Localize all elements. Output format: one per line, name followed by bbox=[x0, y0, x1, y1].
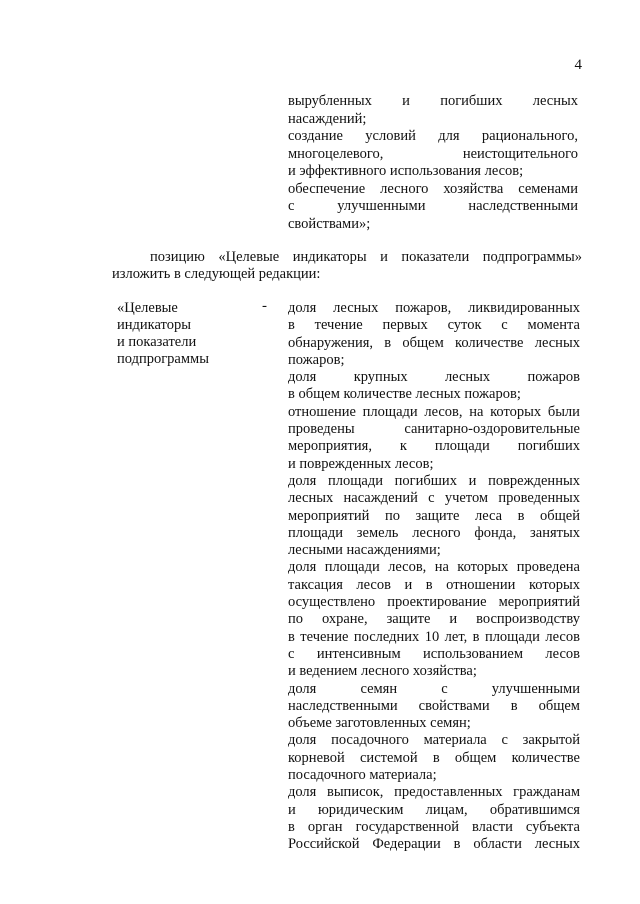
word: занятых bbox=[530, 524, 580, 541]
word: наследственными bbox=[468, 198, 578, 214]
text-line bbox=[288, 438, 580, 455]
word: субъекта bbox=[525, 818, 580, 835]
word: в bbox=[288, 317, 295, 334]
word: выписок, bbox=[326, 784, 384, 801]
word: улучшенными bbox=[337, 198, 426, 214]
word: в bbox=[425, 576, 433, 593]
word: и bbox=[404, 576, 413, 593]
word: в bbox=[510, 697, 518, 714]
word: лесного bbox=[412, 524, 461, 541]
word: были bbox=[547, 403, 580, 420]
word: и bbox=[468, 472, 477, 489]
text-line bbox=[288, 369, 580, 386]
word: пожаров, bbox=[395, 300, 452, 316]
word: насаждений bbox=[343, 490, 418, 507]
word: лесов bbox=[545, 645, 580, 662]
word: корневой bbox=[288, 749, 345, 766]
text-line: свойствами»; bbox=[288, 215, 371, 232]
word: проведены bbox=[288, 421, 355, 438]
word: лицам, bbox=[425, 801, 468, 818]
word: предоставленных bbox=[394, 784, 503, 801]
word: посадочного bbox=[331, 732, 409, 749]
word: которых bbox=[490, 403, 542, 420]
text-line bbox=[288, 335, 580, 352]
text-line bbox=[288, 629, 580, 646]
word: в bbox=[288, 818, 295, 835]
word: в bbox=[472, 628, 480, 645]
word: первых bbox=[382, 317, 428, 334]
text-line: посадочного материала; bbox=[288, 767, 437, 784]
word: подпрограммы» bbox=[482, 249, 582, 265]
text-line bbox=[288, 146, 578, 164]
word: с bbox=[441, 680, 448, 697]
text-line bbox=[288, 819, 580, 836]
word: и bbox=[402, 93, 410, 109]
word: доля bbox=[288, 732, 317, 749]
text-line bbox=[288, 559, 580, 576]
word: площади bbox=[328, 472, 383, 489]
word: улучшенными bbox=[491, 680, 580, 697]
word: в bbox=[453, 836, 461, 853]
word: отношении bbox=[446, 576, 516, 593]
word: материала bbox=[423, 732, 487, 749]
word: семян bbox=[360, 680, 398, 697]
word: лесов, bbox=[388, 559, 427, 576]
text-line bbox=[288, 750, 580, 767]
text-line bbox=[288, 611, 580, 628]
word: Федерации bbox=[372, 836, 441, 853]
word: последних bbox=[353, 628, 420, 645]
word: суток bbox=[447, 317, 482, 334]
word: рационального, bbox=[481, 128, 578, 144]
word: доля bbox=[288, 559, 317, 576]
word: защите bbox=[415, 507, 460, 524]
word: вырубленных bbox=[288, 93, 372, 109]
word: течение bbox=[300, 628, 349, 645]
word: лесов bbox=[545, 628, 580, 645]
word: земель bbox=[356, 524, 399, 541]
word: проведена bbox=[516, 559, 580, 576]
word: и bbox=[449, 611, 458, 628]
word: погибших bbox=[440, 93, 503, 109]
word: индикаторы bbox=[292, 249, 367, 265]
word: лесов bbox=[356, 576, 391, 593]
word: наследственными bbox=[288, 697, 398, 714]
word: с bbox=[428, 490, 435, 507]
label-line: подпрограммы bbox=[117, 351, 209, 367]
word: защите bbox=[386, 611, 431, 628]
word: мероприятия, bbox=[288, 438, 372, 455]
text-line: изложить в следующей редакции: bbox=[112, 266, 321, 282]
word: лесных bbox=[288, 490, 334, 507]
text-line bbox=[288, 490, 580, 507]
word: проектирование bbox=[387, 594, 487, 611]
word: учетом bbox=[444, 490, 489, 507]
word: лесных bbox=[534, 836, 580, 853]
word: с bbox=[501, 317, 508, 334]
label-line: «Целевые bbox=[117, 300, 178, 316]
word: доля bbox=[288, 784, 317, 801]
word: отношение bbox=[288, 403, 356, 420]
word: лесных bbox=[333, 300, 379, 316]
word: площади bbox=[362, 403, 418, 420]
word: лет, bbox=[444, 628, 468, 645]
word: условий bbox=[365, 128, 416, 144]
word: таксация bbox=[288, 576, 343, 593]
indicators-label-column bbox=[117, 300, 247, 368]
text-line bbox=[288, 198, 578, 216]
word: 10 bbox=[424, 628, 440, 645]
word: Российской bbox=[288, 836, 360, 853]
top-text-block bbox=[288, 93, 578, 233]
word: неистощительного bbox=[462, 145, 578, 162]
word: лесов, bbox=[424, 403, 463, 420]
word: государственной bbox=[355, 818, 459, 835]
word: доля bbox=[288, 680, 317, 697]
word: к bbox=[399, 438, 407, 455]
word: закрытой bbox=[522, 732, 580, 749]
text-line: и поврежденных лесов; bbox=[288, 455, 434, 472]
word: юридическим bbox=[317, 801, 404, 818]
text-line: лесными насаждениями; bbox=[288, 542, 441, 559]
word: в bbox=[432, 749, 440, 766]
word: фонда, bbox=[474, 524, 517, 541]
indicators-list bbox=[288, 300, 580, 854]
text-line bbox=[288, 577, 580, 594]
text-line: в общем количестве лесных пожаров; bbox=[288, 386, 521, 403]
word: площади bbox=[484, 628, 540, 645]
word: многоцелевого, bbox=[288, 145, 384, 162]
text-line bbox=[288, 300, 580, 317]
word: лесных bbox=[534, 334, 580, 351]
word: и bbox=[288, 801, 296, 818]
word: площади bbox=[324, 559, 380, 576]
word: общем bbox=[402, 334, 444, 351]
word: «Целевые bbox=[218, 249, 280, 265]
intro-paragraph bbox=[112, 249, 582, 283]
word: доля bbox=[288, 472, 317, 489]
text-line bbox=[288, 181, 578, 199]
word: лесных bbox=[532, 93, 578, 109]
text-line bbox=[288, 508, 580, 525]
word: которых bbox=[528, 576, 580, 593]
text-line bbox=[288, 698, 580, 715]
text-line: объеме заготовленных семян; bbox=[288, 715, 471, 732]
word: лесного bbox=[380, 180, 429, 197]
word: по bbox=[384, 507, 400, 524]
word: погибших bbox=[517, 438, 580, 455]
word: доля bbox=[288, 300, 317, 316]
word: ликвидированных bbox=[468, 300, 580, 316]
word: интенсивным bbox=[316, 645, 401, 662]
word: осуществлено bbox=[288, 594, 376, 611]
text-line bbox=[288, 128, 578, 146]
word: на bbox=[469, 403, 484, 420]
word: общем bbox=[538, 697, 580, 714]
text-line bbox=[288, 646, 580, 663]
word: охране, bbox=[321, 611, 368, 628]
word: общей bbox=[540, 507, 580, 524]
text-line: и эффективного использования лесов; bbox=[288, 163, 524, 179]
word: орган bbox=[307, 818, 343, 835]
text-line bbox=[112, 249, 582, 266]
word: мероприятий bbox=[288, 507, 370, 524]
word: семенами bbox=[518, 180, 578, 197]
word: для bbox=[438, 128, 460, 144]
text-line bbox=[288, 784, 580, 801]
text-line bbox=[288, 421, 580, 438]
word: площади bbox=[434, 438, 490, 455]
text-line bbox=[288, 802, 580, 819]
word: области bbox=[473, 836, 522, 853]
word: обратившимся bbox=[489, 801, 580, 818]
text-line: насаждений; bbox=[288, 110, 367, 127]
word: обнаружения, bbox=[288, 334, 374, 351]
word: и bbox=[380, 249, 388, 265]
word: хозяйства bbox=[443, 180, 504, 197]
word: системой bbox=[360, 749, 418, 766]
text-line bbox=[288, 404, 580, 421]
word: момента bbox=[527, 317, 580, 334]
text-line bbox=[288, 317, 580, 334]
word: проведенных bbox=[498, 490, 580, 507]
text-line bbox=[288, 594, 580, 611]
word: использованием bbox=[423, 645, 524, 662]
word: с bbox=[288, 645, 295, 662]
page-number: 4 bbox=[574, 57, 582, 73]
text-line bbox=[288, 93, 578, 111]
text-line bbox=[288, 681, 580, 698]
text-line bbox=[288, 732, 580, 749]
word: с bbox=[288, 198, 295, 214]
word: количестве bbox=[511, 749, 580, 766]
word: воспроизводству bbox=[476, 611, 580, 628]
word: леса bbox=[474, 507, 503, 524]
word: поврежденных bbox=[488, 472, 580, 489]
word: течение bbox=[314, 317, 363, 334]
word: площади bbox=[288, 524, 343, 541]
word: по bbox=[288, 611, 304, 628]
label-line: индикаторы bbox=[117, 317, 191, 333]
word: в bbox=[288, 628, 295, 645]
word: в bbox=[517, 507, 525, 524]
text-line bbox=[288, 836, 580, 853]
word: свойствами bbox=[418, 697, 490, 714]
word: позицию bbox=[150, 249, 205, 265]
word: на bbox=[434, 559, 449, 576]
text-line: и ведением лесного хозяйства; bbox=[288, 663, 477, 680]
word: показатели bbox=[401, 249, 470, 265]
column-separator-dash: - bbox=[262, 298, 267, 314]
word: создание bbox=[288, 128, 343, 144]
text-line bbox=[288, 525, 580, 542]
word: санитарно-оздоровительные bbox=[404, 421, 580, 438]
word: доля bbox=[288, 369, 317, 386]
text-line bbox=[288, 473, 580, 490]
label-line: и показатели bbox=[117, 334, 197, 350]
word: с bbox=[501, 732, 508, 749]
word: общем bbox=[454, 749, 497, 766]
text-line: пожаров; bbox=[288, 351, 345, 368]
word: которых bbox=[457, 559, 509, 576]
word: мероприятий bbox=[498, 594, 580, 611]
word: крупных bbox=[353, 369, 408, 386]
word: погибших bbox=[394, 472, 457, 489]
word: количестве bbox=[455, 334, 524, 351]
word: в bbox=[384, 334, 392, 351]
word: гражданам bbox=[513, 784, 580, 801]
word: пожаров bbox=[527, 369, 580, 386]
word: обеспечение bbox=[288, 180, 366, 197]
word: власти bbox=[472, 818, 513, 835]
word: лесных bbox=[444, 369, 491, 386]
